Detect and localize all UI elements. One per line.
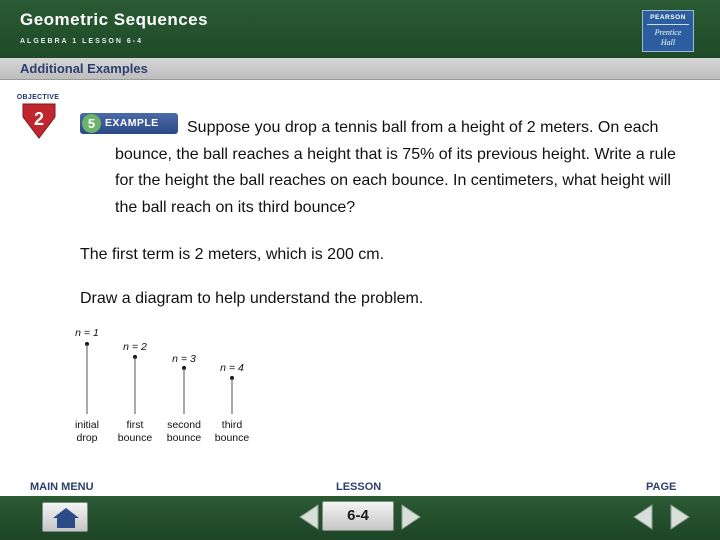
logo-imprint-line2: Hall	[660, 38, 676, 47]
diagram-label-n3: n = 3	[172, 353, 196, 365]
page-label: PAGE	[646, 481, 677, 493]
lesson-next-button[interactable]	[398, 502, 424, 532]
pearson-logo	[642, 10, 694, 52]
page-next-button[interactable]	[667, 502, 693, 532]
footer-nav	[0, 496, 720, 540]
caption-4-line1: third	[221, 419, 243, 431]
caption-2-line2: bounce	[117, 432, 153, 444]
diagram-label-n1: n = 1	[75, 327, 99, 339]
objective-shield-icon	[22, 103, 56, 139]
bounce-diagram	[60, 322, 280, 448]
caption-4-line2: bounce	[214, 432, 250, 444]
objective-number: 2	[33, 109, 45, 129]
example-label: EXAMPLE	[105, 117, 159, 129]
main-menu-button[interactable]	[42, 502, 88, 532]
logo-divider	[647, 24, 689, 25]
section-title: Additional Examples	[20, 61, 148, 76]
caption-1-line2: drop	[76, 432, 98, 444]
lesson-number-box	[322, 501, 394, 531]
logo-imprint-line1: Prentice	[654, 28, 682, 37]
caption-3-line2: bounce	[166, 432, 202, 444]
home-icon	[43, 503, 89, 533]
section-bar	[0, 58, 720, 80]
objective-label: OBJECTIVE	[16, 94, 60, 101]
caption-3-line1: second	[167, 419, 201, 431]
footer-labels	[0, 479, 720, 496]
logo-brand: PEARSON	[650, 14, 686, 21]
objective-badge	[14, 94, 64, 140]
solution-line-2: Draw a diagram to help understand the problem.	[80, 290, 424, 307]
main-menu-label: MAIN MENU	[30, 481, 94, 493]
solution-line-1: The first term is 2 meters, which is 200 cm.	[80, 246, 385, 263]
page-previous-button[interactable]	[630, 502, 656, 532]
lesson-label: LESSON	[336, 481, 382, 493]
page-title: Geometric Sequences	[20, 10, 209, 29]
diagram-label-n2: n = 2	[123, 341, 147, 353]
lesson-previous-button[interactable]	[296, 502, 322, 532]
lesson-number: 6-4	[347, 507, 369, 524]
lesson-subtitle: ALGEBRA 1 LESSON 6-4	[20, 38, 143, 45]
problem-statement: Suppose you drop a tennis ball from a height of 2 meters. On each bounce, the ball reaches a height that is 75% of its previous height. Write a rule for the height the ball reaches on each bounce. In centimeters, what height will the ball reach on its third bounce?	[115, 119, 676, 216]
header-bar	[0, 0, 720, 58]
example-number: 5	[82, 114, 101, 133]
caption-1-line1: initial	[75, 419, 99, 431]
caption-2-line1: first	[126, 419, 144, 431]
diagram-label-n4: n = 4	[220, 362, 244, 374]
